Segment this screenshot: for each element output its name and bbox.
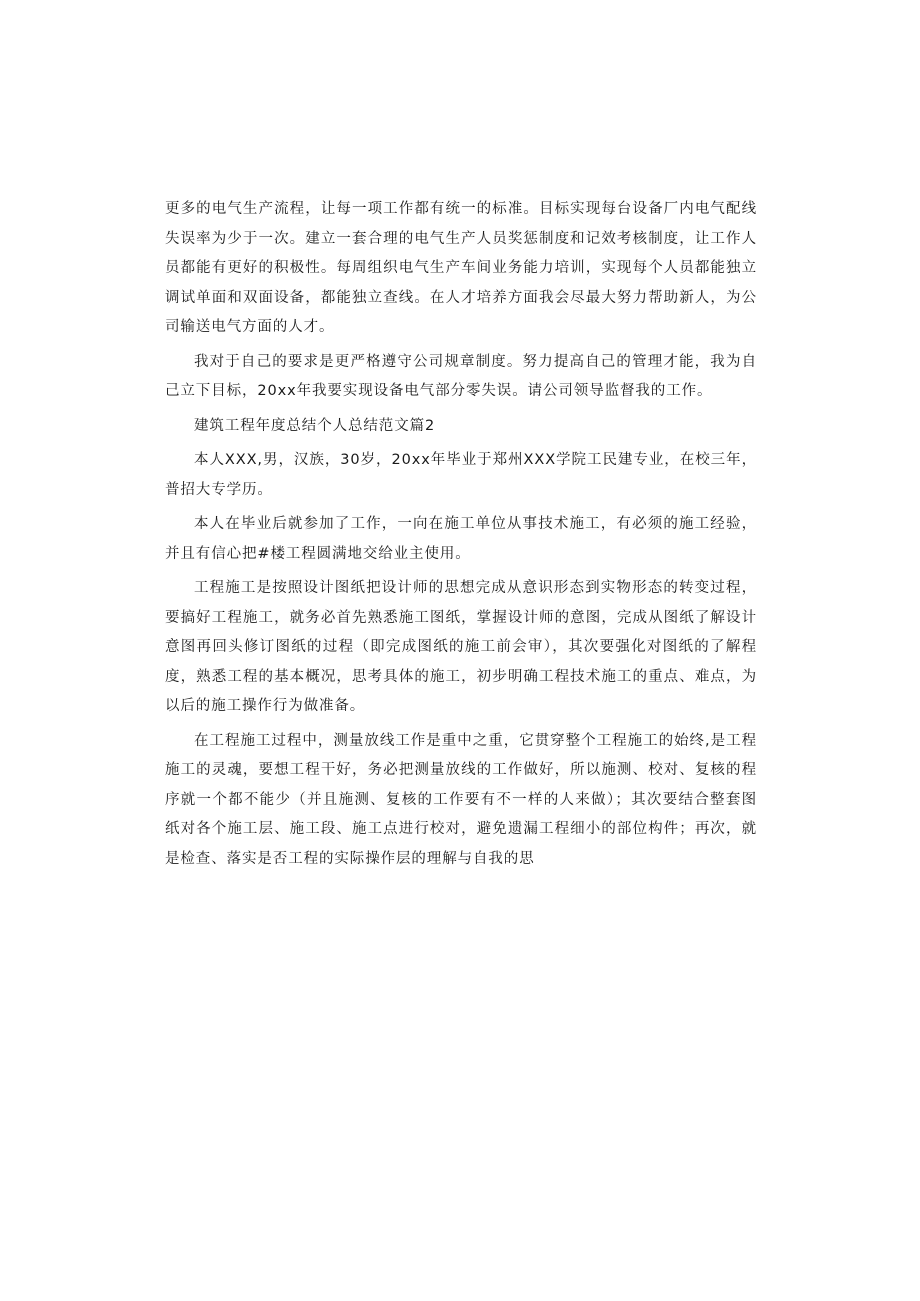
paragraph-construction-drawings: 工程施工是按照设计图纸把设计师的思想完成从意识形态到实物形态的转变过程，要搞好工程施工，就务必首先熟悉施工图纸，掌握设计师的意图，完成从图纸了解设计意图再回头修订图纸的过程（即完成图纸的施工前会审），其次要强化对图纸的了解程度，熟悉工程的基本概况，思考具体的施工，初步明确工程技术施工的重点、难点，为以后的施工操作行为做准备。: [165, 580, 757, 714]
document-body: [165, 195, 757, 879]
section-heading: 建筑工程年度总结个人总结范文篇2: [194, 417, 436, 434]
paragraph-personal-info: 本人XXX,男，汉族，30岁，20xx年毕业于郑州XXX学院工民建专业，在校三年，普招大专学历。: [165, 452, 757, 498]
paragraph-surveying: 在工程施工过程中，测量放线工作是重中之重，它贯穿整个工程施工的始终,是工程施工的灵魂，要想工程干好，务必把测量放线的工作做好，所以施测、校对、复核的程序就一个都不能少（并且施测、复核的工作要有不一样的人来做）；其次要结合整套图纸对各个施工层、施工段、施工点进行校对，避免遗漏工程细小的部位构件；再次，就是检查、落实是否工程的实际操作层的理解与自我的思: [165, 732, 757, 867]
paragraph-continuation: 更多的电气生产流程，让每一项工作都有统一的标准。目标实现每台设备厂内电气配线失误率为少于一次。建立一套合理的电气生产人员奖惩制度和记效考核制度，让工作人员都能有更好的积极性。每周组织电气生产车间业务能力培训，实现每个人员都能独立调试单面和双面设备，都能独立查线。在人才培养方面我会尽最大努力帮助新人，为公司输送电气方面的人才。: [165, 201, 757, 335]
paragraph-self-requirements: 我对于自己的要求是更严格遵守公司规章制度。努力提高自己的管理才能，我为自己立下目标，20xx年我要实现设备电气部分零失误。请公司领导监督我的工作。: [165, 353, 757, 399]
paragraph-work-experience: 本人在毕业后就参加了工作，一向在施工单位从事技术施工，有必须的施工经验，并且有信心把#楼工程圆满地交给业主使用。: [165, 516, 757, 562]
